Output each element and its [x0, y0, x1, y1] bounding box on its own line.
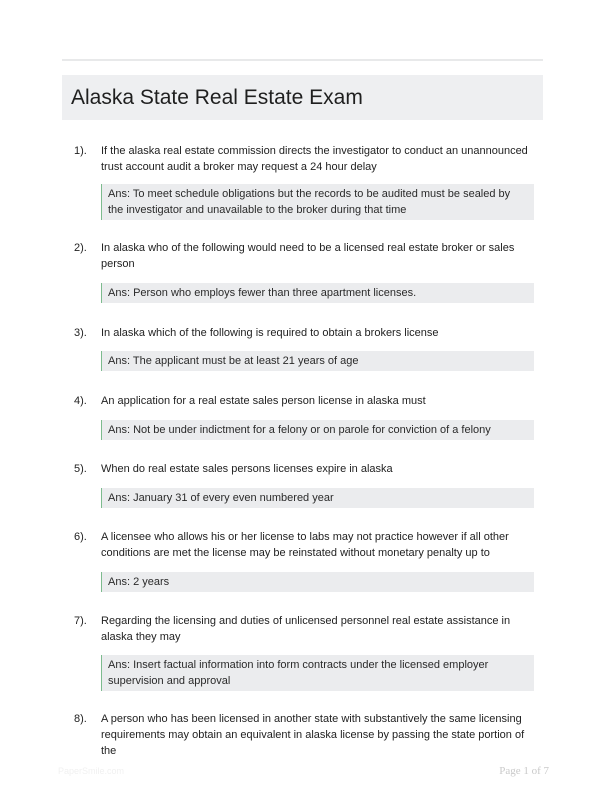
- question-number: 6).: [74, 531, 87, 543]
- answer-box: Ans: To meet schedule obligations but the records to be audited must be sealed by the investigator and unavailable to the broker during that time: [101, 184, 534, 220]
- question-text: An application for a real estate sales person license in alaska must: [101, 395, 426, 407]
- question-text: When do real estate sales persons licenses expire in alaska: [101, 463, 393, 475]
- question-number: 2).: [74, 242, 87, 254]
- page-indicator: Page 1 of 7: [499, 765, 549, 777]
- answer-box: Ans: Person who employs fewer than three apartment licenses.: [101, 283, 534, 303]
- page-title: Alaska State Real Estate Exam: [71, 86, 363, 109]
- question-number: 1).: [74, 145, 87, 157]
- question-text: A person who has been licensed in another state with substantively the same licensing requirements may obtain an equivalent in alaska license by passing the state portion of the: [101, 713, 525, 757]
- question-text: A licensee who allows his or her license to labs may not practice however if all other conditions are met the license may be reinstated without monetary penalty up to: [101, 531, 509, 559]
- question-number: 3).: [74, 327, 87, 339]
- question-number: 7).: [74, 615, 87, 627]
- footer-watermark: PaperSmile.com: [58, 766, 125, 776]
- answer-box: Ans: Not be under indictment for a felony or on parole for conviction of a felony: [101, 420, 534, 440]
- answer-box: Ans: Insert factual information into form contracts under the licensed employer supervision and approval: [101, 655, 534, 691]
- question-text: Regarding the licensing and duties of unlicensed personnel real estate assistance in alaska they may: [101, 615, 511, 643]
- answer-box: Ans: The applicant must be at least 21 years of age: [101, 351, 534, 371]
- answer-box: Ans: January 31 of every even numbered year: [101, 488, 534, 508]
- question-number: 5).: [74, 463, 87, 475]
- question-number: 4).: [74, 395, 87, 407]
- question-number: 8).: [74, 713, 87, 725]
- question-text: In alaska which of the following is required to obtain a brokers license: [101, 327, 439, 339]
- question-text: If the alaska real estate commission directs the investigator to conduct an unannounced trust account audit a broker may request a 24 hour delay: [101, 145, 528, 173]
- question-text: In alaska who of the following would need to be a licensed real estate broker or sales person: [101, 242, 515, 270]
- answer-box: Ans: 2 years: [101, 572, 534, 592]
